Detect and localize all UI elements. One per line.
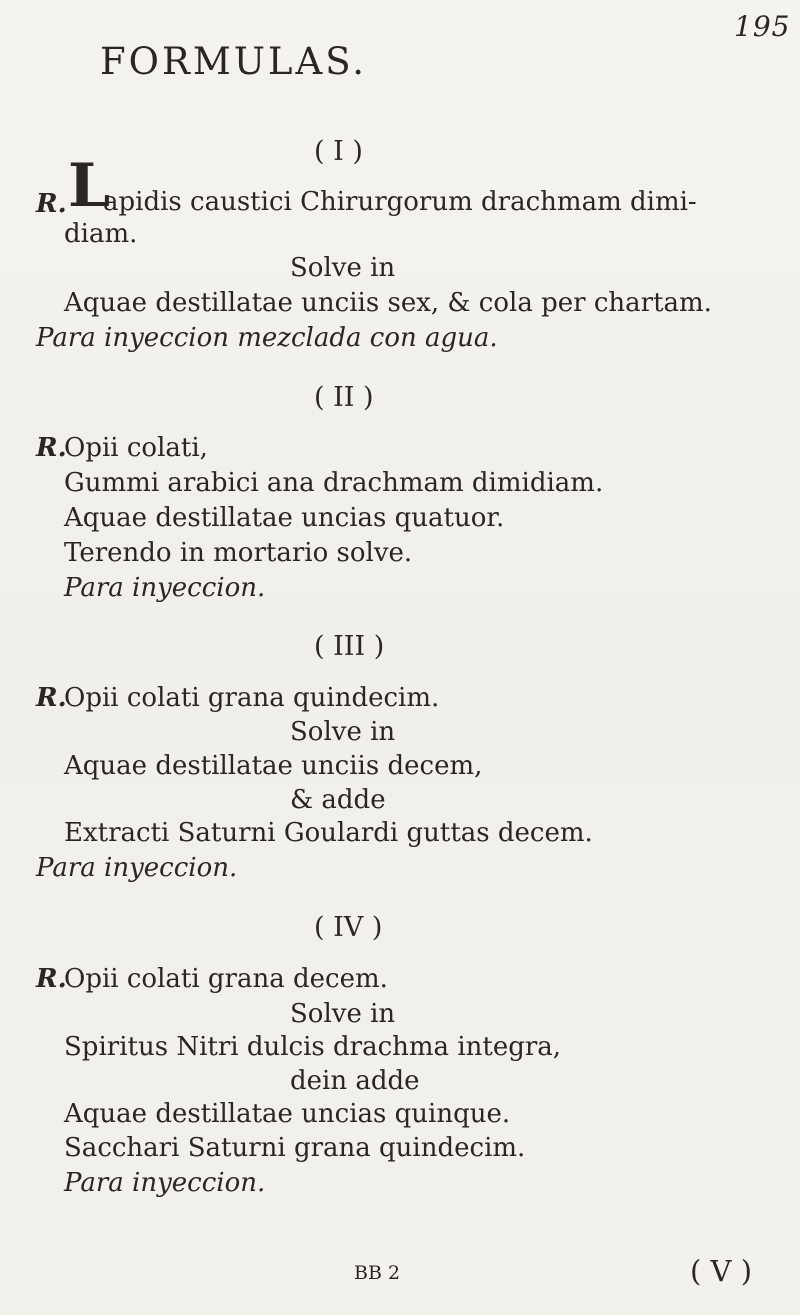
formula-2-line-0: Opii colati, bbox=[64, 433, 208, 463]
formula-4-use: Para inyeccion. bbox=[64, 1168, 266, 1198]
formula-4-line-2: Spiritus Nitri dulcis drachma integra, bbox=[64, 1032, 562, 1062]
formula-2-line-3: Terendo in mortario solve. bbox=[64, 538, 413, 568]
formula-3-use: Para inyeccion. bbox=[36, 853, 238, 883]
formula-4-line-0: Opii colati grana decem. bbox=[64, 964, 388, 994]
formula-4-numeral: ( IV ) bbox=[314, 912, 383, 943]
formula-1-numeral: ( I ) bbox=[314, 136, 363, 167]
formula-3-line-0: Opii colati grana quindecim. bbox=[64, 683, 440, 713]
formula-3-line-1: Solve in bbox=[290, 717, 396, 747]
formula-1-rx: R. bbox=[36, 189, 67, 219]
formula-2-use: Para inyeccion. bbox=[64, 573, 266, 603]
formula-1-line-2: Solve in bbox=[290, 253, 396, 283]
formula-1-drop-letter: L bbox=[68, 151, 111, 221]
formula-4-line-1: Solve in bbox=[290, 999, 396, 1029]
catchword: ( V ) bbox=[690, 1254, 753, 1288]
formula-1-line-0: apidis caustici Chirurgorum drachmam dimi- bbox=[103, 187, 697, 217]
formula-3-line-4: Extracti Saturni Goulardi guttas decem. bbox=[64, 818, 593, 848]
formula-2-line-1: Gummi arabici ana drachmam dimidiam. bbox=[64, 468, 604, 498]
formula-1-line-3: Aquae destillatae unciis sex, & cola per chartam. bbox=[64, 288, 712, 318]
formula-2-rx: R. bbox=[36, 433, 67, 463]
signature-mark: BB 2 bbox=[354, 1262, 401, 1284]
formula-4-rx: R. bbox=[36, 964, 67, 994]
formula-3-rx: R. bbox=[36, 683, 67, 713]
formula-4-line-5: Sacchari Saturni grana quindecim. bbox=[64, 1133, 526, 1163]
formula-4-line-3: dein adde bbox=[290, 1066, 420, 1096]
formula-3-line-3: & adde bbox=[290, 785, 386, 815]
formula-4-line-4: Aquae destillatae uncias quinque. bbox=[64, 1099, 511, 1129]
formula-1-line-1: diam. bbox=[64, 219, 138, 249]
formula-3-numeral: ( III ) bbox=[314, 631, 385, 662]
formula-2-line-2: Aquae destillatae uncias quatuor. bbox=[64, 503, 505, 533]
formula-2-numeral: ( II ) bbox=[314, 382, 374, 413]
page-number: 195 bbox=[734, 10, 791, 43]
running-head: FORMULAS. bbox=[100, 40, 368, 83]
formula-1-use: Para inyeccion mezclada con agua. bbox=[36, 323, 498, 353]
formula-3-line-2: Aquae destillatae unciis decem, bbox=[64, 751, 483, 781]
